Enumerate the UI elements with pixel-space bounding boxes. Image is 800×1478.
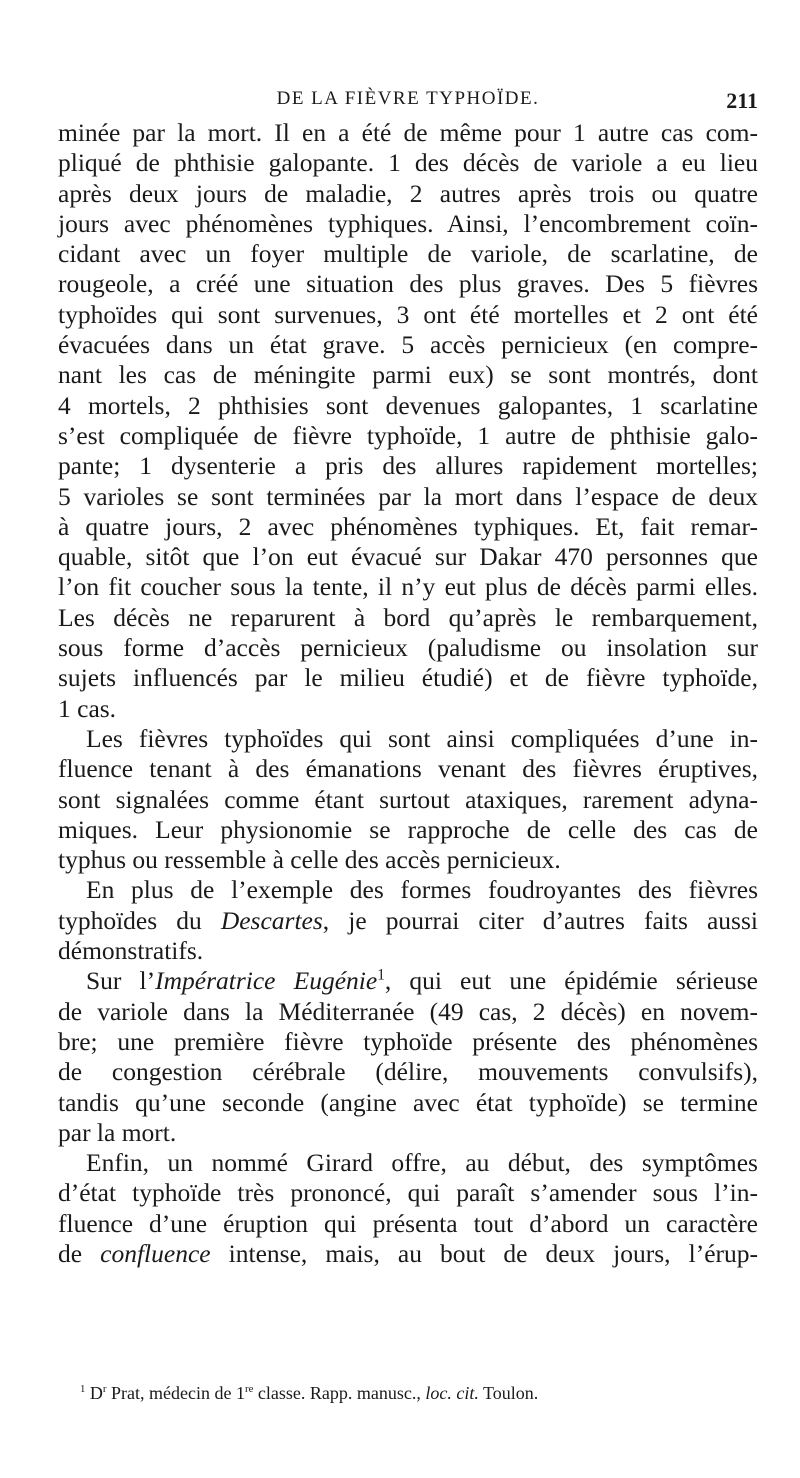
page-number: 211 [726, 88, 758, 113]
text-line: jours avec phénomènes typhiques. Ainsi, l’encombrement coïn- [58, 208, 758, 238]
text-line: Les décès ne reparurent à bord qu’après le rembarquement, [58, 602, 758, 632]
text-fragment: typhoïdes du [58, 905, 221, 935]
text-line: fluence tenant à des émanations venant des fièvres éruptives, [58, 754, 758, 784]
ship-name-imperatrice-eugenie: Impératrice Eugénie [155, 966, 378, 996]
text-line: sous forme d’accès pernicieux (paludisme ou insolation sur [58, 633, 758, 663]
text-line [58, 906, 758, 936]
text-fragment: Sur l’ [86, 966, 156, 996]
text-line: pante; 1 dysenterie a pris des allures rapidement mortelles; [58, 451, 758, 481]
text-line: Enfin, un nommé Girard offre, au début, des symptômes [86, 1148, 758, 1178]
text-line: miques. Leur physionomie se rapproche de celle des cas de [58, 814, 758, 844]
paragraph-5 [58, 1148, 758, 1269]
text-line: de congestion cérébrale (délire, mouvements convulsifs), [58, 1057, 758, 1087]
text-line: démonstratifs. [58, 936, 204, 966]
text-fragment: de [58, 1238, 101, 1268]
text-line: cidant avec un foyer multiple de variole, de scarlatine, de [58, 239, 758, 269]
footnote-text: Prat, médecin de 1 [106, 1383, 245, 1403]
text-line: l’on fit coucher sous la tente, il n’y eut plus de décès parmi elles. [58, 572, 758, 602]
text-line: à quatre jours, 2 avec phénomènes typhiques. Et, fait remar- [58, 511, 758, 541]
ship-name-descartes: Descartes [220, 905, 323, 935]
text-line: 1 cas. [58, 693, 117, 723]
text-line: de variole dans la Méditerranée (49 cas, 2 décès) en novem- [58, 996, 758, 1026]
text-line: rougeole, a créé une situation des plus graves. Des 5 fièvres [58, 269, 758, 299]
text-line: 5 varioles se sont terminées par la mort dans l’espace de deux [58, 481, 758, 511]
term-confluence: confluence [100, 1238, 211, 1268]
text-line: sont signalées comme étant surtout ataxiques, rarement adyna- [58, 784, 758, 814]
text-line: fluence d’une éruption qui présenta tout d’abord un caractère [58, 1208, 758, 1238]
paragraph-2 [58, 724, 758, 875]
paragraph-3 [58, 875, 758, 966]
running-title: DE LA FIÈVRE TYPHOÏDE. [276, 88, 540, 109]
footnote-ordinal-sup: re [244, 1383, 254, 1395]
footnote-marker: 1 [80, 1383, 86, 1395]
text-line: sujets influencés par le milieu étudié) et de fièvre typhoïde, [58, 663, 758, 693]
text-line [58, 1239, 758, 1269]
text-line: tandis qu’une seconde (angine avec état typhoïde) se termine [58, 1087, 758, 1117]
paragraph-4 [58, 966, 758, 1148]
text-line [58, 966, 758, 996]
running-head [58, 88, 758, 114]
text-line: s’est compliquée de fièvre typhoïde, 1 autre de phthisie galo- [58, 420, 758, 450]
text-line: évacuées dans un état grave. 5 accès pernicieux (en compre- [58, 330, 758, 360]
text-line: Les fièvres typhoïdes qui sont ainsi compliquées d’une in- [86, 723, 758, 753]
text-line: nant les cas de méningite parmi eux) se sont montrés, dont [58, 360, 758, 390]
footnote-text: classe. Rapp. manusc., [253, 1383, 426, 1403]
text-fragment: , qui eut une épidémie sérieuse [384, 966, 758, 996]
body-text [58, 118, 758, 1269]
text-line: 4 mortels, 2 phthisies sont devenues galopantes, 1 scarlatine [58, 390, 758, 420]
text-line: typhus ou ressemble à celle des accès pernicieux. [58, 845, 561, 875]
text-line: quable, sitôt que l’on eut évacué sur Dakar 470 personnes que [58, 542, 758, 572]
text-line: bre; une première fièvre typhoïde présente des phénomènes [58, 1026, 758, 1056]
text-fragment: intense, mais, au bout de deux jours, l’érup- [210, 1238, 758, 1268]
footnote-reference[interactable]: 1 [377, 966, 385, 984]
text-fragment: , je pourrai citer d’autres faits aussi [322, 905, 758, 935]
text-line: typhoïdes qui sont survenues, 3 ont été mortelles et 2 ont été [58, 299, 758, 329]
text-line: d’état typhoïde très prononcé, qui paraît s’amender sous l’in- [58, 1178, 758, 1208]
text-line: En plus de l’exemple des formes foudroyantes des fièvres [86, 875, 758, 905]
paragraph-1 [58, 118, 758, 724]
footnote-text: Toulon. [478, 1383, 539, 1403]
text-line: après deux jours de maladie, 2 autres après trois ou quatre [58, 178, 758, 208]
text-line: pliqué de phthisie galopante. 1 des décès de variole a eu lieu [58, 148, 758, 178]
footnote [80, 1382, 760, 1404]
footnote-citation: loc. cit. [425, 1383, 479, 1403]
footnote-dr: D [89, 1383, 103, 1403]
text-line: par la mort. [58, 1117, 177, 1147]
footnote-dr-sup: r [102, 1383, 107, 1395]
text-line: minée par la mort. Il en a été de même pour 1 autre cas com- [58, 118, 758, 147]
